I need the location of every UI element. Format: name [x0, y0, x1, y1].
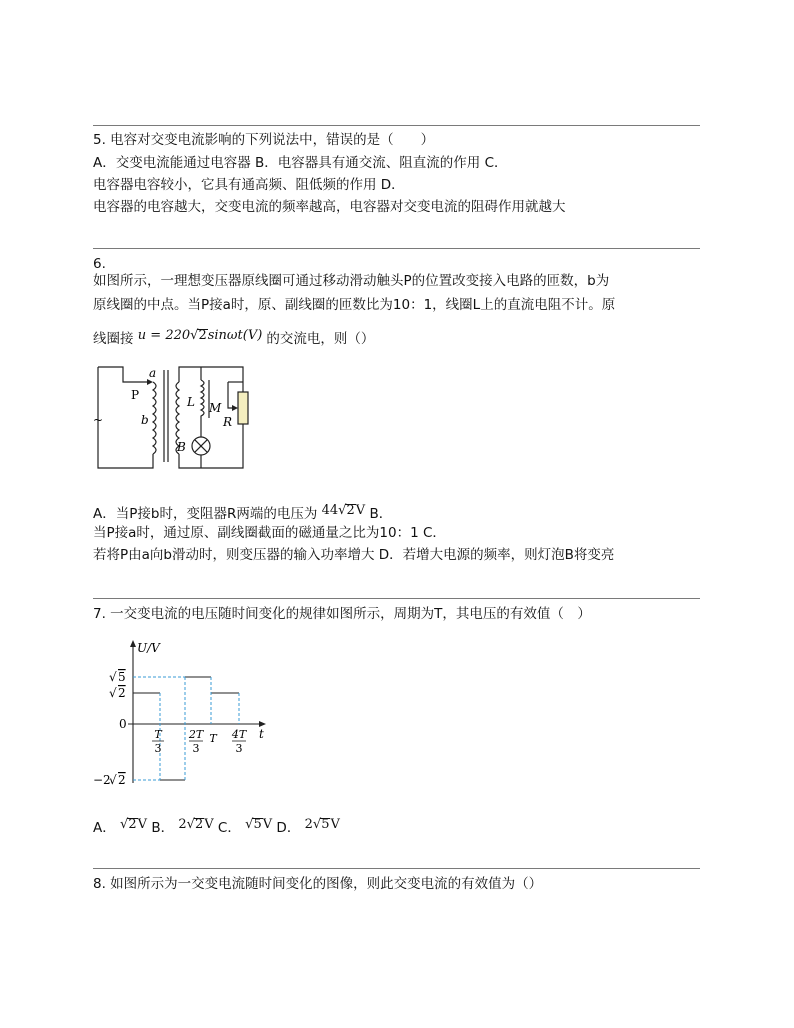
q7-option-b-unit: V	[204, 817, 214, 832]
q7-option-c-unit: V	[262, 817, 273, 832]
tick-sqrt2: 2	[118, 686, 126, 700]
q6-line-2: 原线圈的中点。当P接a时，原、副线圈的匝数比为10：1，线圈L上的直流电阻不计。原	[93, 297, 616, 313]
divider-q6	[93, 248, 700, 249]
slider-arrow-head	[232, 405, 238, 411]
q6-option-a-number: 44	[321, 503, 339, 518]
label-a: a	[149, 366, 157, 380]
primary-wire-top	[98, 367, 151, 382]
label-tilde: ~	[93, 413, 104, 427]
rheostat-slider	[228, 382, 236, 408]
label-m: M	[209, 401, 222, 415]
primary-coil	[153, 382, 156, 454]
x-tick-4t3-num: 4T	[231, 728, 247, 741]
q7-option-b: 2√2V	[178, 817, 214, 832]
q7-option-d: 2√5V	[304, 817, 340, 832]
q7-option-b-pre: 2	[178, 817, 187, 832]
x-tick-2t3-num: 2T	[188, 728, 204, 741]
q7-voltage-graph	[93, 638, 273, 788]
q8-stem: 8. 如图所示为一交变电流随时间变化的图像，则此交变电流的有效值为（）	[93, 876, 543, 892]
x-axis-label: t	[259, 727, 264, 741]
rheostat-r	[238, 392, 248, 424]
y-axis-label: U/V	[137, 641, 160, 655]
x-tick-2t3-den: 3	[192, 742, 200, 755]
q5-line-2: 电容器电容较小，它具有通高频、阻低频的作用 D．	[93, 177, 405, 193]
q5-line-3: 电容器的电容越大，交变电流的频率越高，电容器对交变电流的阻碍作用就越大	[93, 199, 566, 215]
secondary-wire-top	[179, 367, 243, 392]
origin-label: 0	[119, 717, 127, 731]
q7-option-d-sqrt: 5	[321, 817, 330, 832]
label-l: L	[187, 395, 195, 409]
q6-circuit-diagram	[93, 362, 263, 474]
inductor-coil	[201, 380, 204, 418]
divider-q5	[93, 125, 700, 126]
q7-option-d-unit: V	[330, 817, 340, 832]
y-axis-arrow	[130, 640, 136, 647]
x-tick-t3-den: 3	[154, 742, 162, 755]
q6-formula-sqrt: 2	[198, 328, 207, 343]
q6-formula-u: u = 220	[137, 328, 191, 343]
q7-stem: 7. 一交变电流的电压随时间变化的规律如图所示，周期为T，其电压的有效值（ ）	[93, 606, 591, 622]
divider-q7	[93, 598, 700, 599]
x-tick-t3-num: T	[154, 728, 162, 741]
q7-option-d-pre: 2	[304, 817, 313, 832]
label-r: R	[223, 415, 233, 429]
tick-sqrt2-radical: √	[109, 686, 117, 700]
q6-option-a-suffix: B．	[369, 506, 393, 522]
q7-option-b-label: B．	[151, 820, 175, 836]
q6-number: 6.	[93, 256, 106, 272]
tick-neg-prefix: −2	[93, 773, 111, 787]
q7-option-a: √2V	[120, 817, 148, 832]
q6-line-3	[93, 327, 374, 348]
tick-neg-radical: √	[109, 773, 117, 787]
tick-sqrt5: 5	[118, 670, 126, 684]
tick-neg-sqrt: 2	[118, 773, 126, 787]
q6-option-a-sqrt: 2	[346, 503, 355, 518]
q6-line-1: 如图所示，一理想变压器原线圈可通过移动滑动触头P的位置改变接入电路的匝数，b为	[93, 273, 610, 289]
q7-option-c: √5V	[245, 817, 273, 832]
q7-option-c-label: C．	[217, 820, 241, 836]
q7-option-a-unit: V	[137, 817, 148, 832]
q6-formula-rest: sinωt(V)	[207, 328, 263, 343]
q7-option-d-label: D．	[276, 820, 301, 836]
secondary-wire-bottom	[179, 424, 243, 468]
x-tick-4t3-den: 3	[235, 742, 243, 755]
q6-formula: u = 220√2sinωt(V)	[137, 328, 263, 343]
q6-option-a-value: 44√2V	[321, 503, 366, 518]
label-b-lamp: B	[177, 440, 186, 454]
q5-stem: 5. 电容对交变电流影响的下列说法中，错误的是（ ）	[93, 132, 435, 148]
q6-option-b: 当P接a时，通过原、副线圈截面的磁通量之比为10：1 C．	[93, 525, 446, 541]
divider-q8	[93, 868, 700, 869]
q7-option-a-label: A．	[93, 820, 116, 836]
q7-option-c-sqrt: 5	[253, 817, 262, 832]
label-p: P	[131, 388, 140, 402]
q7-option-b-sqrt: 2	[194, 817, 204, 832]
q6-option-a-unit: V	[355, 503, 366, 518]
q7-options	[93, 816, 340, 837]
q6-line-3-prefix: 线圈接	[93, 331, 134, 347]
x-tick-t: T	[209, 732, 217, 745]
label-b: b	[141, 413, 149, 427]
q7-option-a-sqrt: 2	[128, 817, 137, 832]
q6-line-3-suffix: 的交流电，则（）	[266, 331, 375, 347]
q6-option-c: 若将P由a向b滑动时，则变压器的输入功率增大 D．若增大电源的频率，则灯泡B将变亮	[93, 547, 615, 563]
q6-option-a-prefix: A．当P接b时，变阻器R两端的电压为	[93, 506, 318, 522]
q5-line-1: A．交变电流能通过电容器 B．电容器具有通交流、阻直流的作用 C．	[93, 155, 508, 171]
tick-sqrt5-radical: √	[109, 670, 117, 684]
q6-option-a	[93, 502, 392, 523]
